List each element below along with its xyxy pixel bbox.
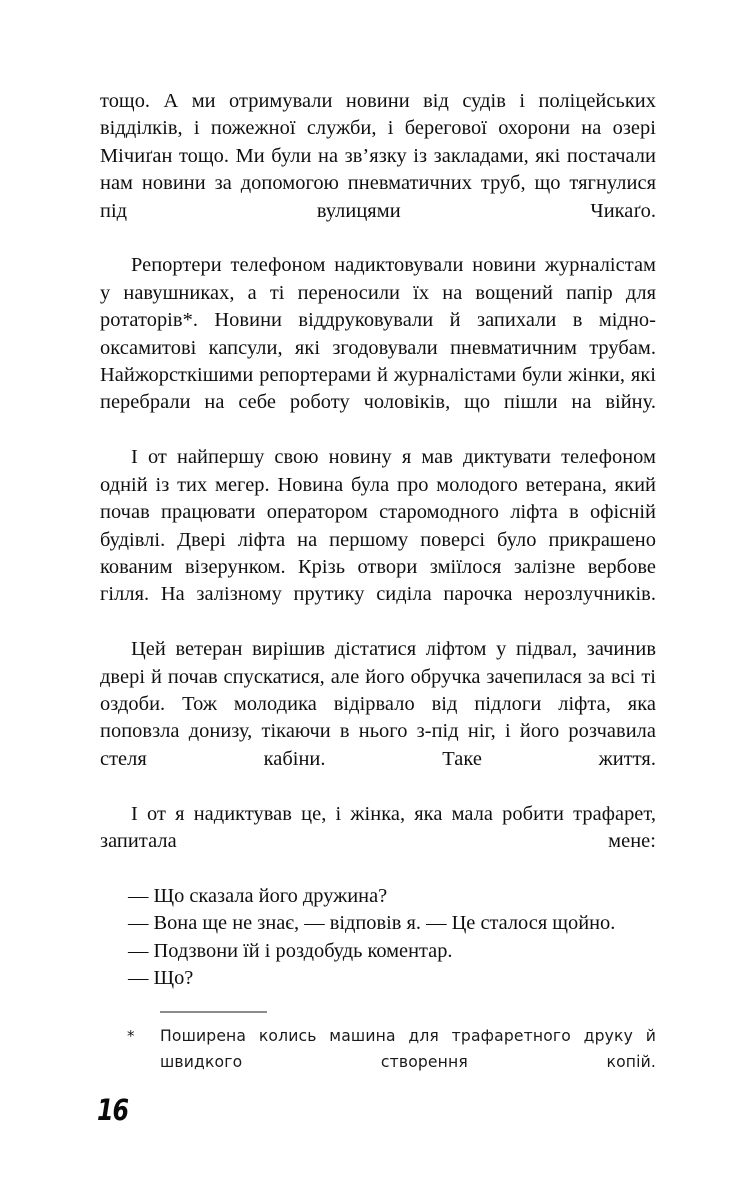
body-paragraph: тощо. А ми отримували новини від судів і поліцейських відділків, і пожежної служби, і берегової охорони на озері Мічиґан тощо. Ми були на зв’язку із закладами, які постачали нам новини за допомогою пневматичних труб, що тягнулися під вулицями Чикаґо. [100,90,656,222]
footnote-row [100,1023,656,1101]
body-paragraph: Цей ветеран вирішив дістатися ліфтом у підвал, зачинив двері й почав спускатися, але його обручка зачепилася за всі ті оздоби. Тож молодика відірвало від підлоги ліфта, яка поповзла донизу, тікаючи в нього з-під ніг, і його розчавила стеля кабіни. Таке життя. [100,638,656,770]
body-paragraph: І от найпершу свою новину я мав диктувати телефоном одній із тих мегер. Новина була про молодого ветерана, який почав працювати оператором старомодного ліфта в офісній будівлі. Двері ліфта на першому поверсі було прикрашено кованим візерунком. Крізь отвори зміїлося залізне вербове гілля. На залізному прутику сиділа парочка нерозлучників. [100,446,656,606]
dialogue-text: Що? [153,967,194,989]
footnote-marker-asterisk: * [127,1027,135,1045]
text-column [100,88,656,992]
dialogue-line [100,965,656,992]
page-number: 16 [97,1093,129,1127]
body-paragraph: І от я надиктував це, і жінка, яка мала робити трафарет, запитала мене: [100,802,656,852]
em-dash: — [128,939,149,962]
footnote-text: Поширена колись машина для трафаретного друку й швидкого створення копій. [160,1027,656,1071]
em-dash: — [128,912,149,935]
dialogue-line [100,910,656,937]
dialogue-text: Подзвони їй і роздобудь коментар. [153,939,453,962]
dialogue-text: Що сказала його дружина? [153,884,388,907]
em-dash: — [128,884,149,907]
body-paragraph: Репортери телефоном надиктовували новини журналістам у навушниках, а ті переносили їх на вощений папір для ротаторів*. Новини віддруковували й запихали в мідно-оксамитові капсули, які згодовували пневматичним трубам. Найжорсткішими репортерами й журналістами були жінки, які перебрали на себе роботу чоловіків, що пішли на війну. [100,254,656,414]
dialogue-line [100,883,656,910]
dialogue-line [100,938,656,965]
em-dash: — [128,967,149,989]
footnote-separator-rule [160,1011,267,1013]
dialogue-text: Вона ще не знає, — відповів я. — Це сталося щойно. [153,912,616,935]
